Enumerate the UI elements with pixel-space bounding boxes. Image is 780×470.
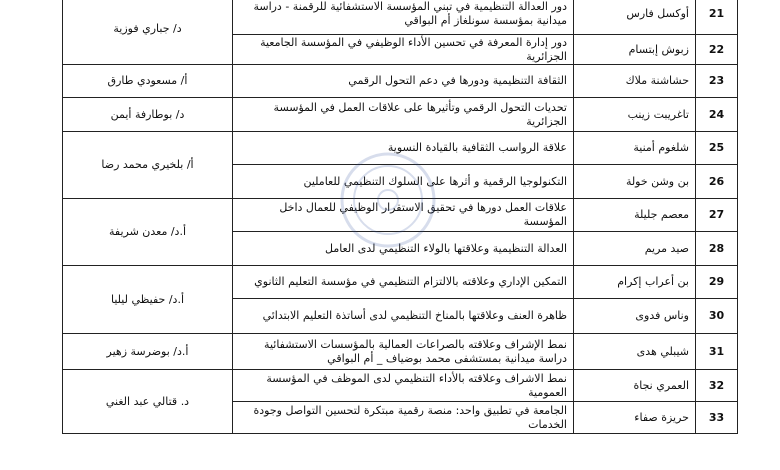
row-number: 23 xyxy=(696,65,738,98)
student-name: أوكسل فارس xyxy=(574,0,696,35)
table-row xyxy=(63,266,738,299)
table-row xyxy=(63,199,738,232)
row-number: 26 xyxy=(696,165,738,199)
row-number: 33 xyxy=(696,402,738,434)
thesis-title: التمكين الإداري وعلاقته بالالتزام التنظيمي في مؤسسة التعليم الثانوي xyxy=(233,266,574,299)
thesis-title: ظاهرة العنف وعلاقتها بالمناخ التنظيمي لدى أساتذة التعليم الابتدائي xyxy=(233,299,574,334)
thesis-title: دور العدالة التنظيمية في تبني المؤسسة الاستشفائية للرقمنة - دراسة ميدانية بمؤسسة سونلغاز أم البواقي xyxy=(233,0,574,35)
thesis-title: علاقات العمل دورها في تحقيق الاستقرار الوظيفي للعمال داخل المؤسسة xyxy=(233,199,574,232)
student-name: زبوش إبتسام xyxy=(574,35,696,65)
supervisor-name: د/ جباري فوزية xyxy=(63,0,233,65)
row-number: 30 xyxy=(696,299,738,334)
row-number: 29 xyxy=(696,266,738,299)
student-name: شلغوم أمنية xyxy=(574,132,696,165)
thesis-title: نمط الإشراف وعلاقته بالصراعات العمالية بالمؤسسات الاستشفائية دراسة ميدانية بمستشفى محمد بوضياف _ أم البواقي xyxy=(233,334,574,370)
supervisor-name: أ/ بلخيري محمد رضا xyxy=(63,132,233,199)
table-row xyxy=(63,98,738,132)
thesis-title: دور إدارة المعرفة في تحسين الأداء الوظيفي في المؤسسة الجامعية الجزائرية xyxy=(233,35,574,65)
row-number: 22 xyxy=(696,35,738,65)
supervisor-name: د/ بوطارفة أيمن xyxy=(63,98,233,132)
student-name: شيبلي هدى xyxy=(574,334,696,370)
row-number: 32 xyxy=(696,370,738,402)
thesis-title: علاقة الرواسب الثقافية بالقيادة النسوية xyxy=(233,132,574,165)
table-row xyxy=(63,334,738,370)
table-row xyxy=(63,65,738,98)
student-name: بن أعراب إكرام xyxy=(574,266,696,299)
student-name: بن وشن خولة xyxy=(574,165,696,199)
table-row xyxy=(63,132,738,165)
row-number: 27 xyxy=(696,199,738,232)
table-row xyxy=(63,0,738,35)
student-name: وناس فدوى xyxy=(574,299,696,334)
supervisor-name: أ.د/ معدن شريفة xyxy=(63,199,233,266)
thesis-assignment-table xyxy=(62,0,738,434)
supervisor-name: د. قتالي عبد الغني xyxy=(63,370,233,434)
supervisor-name: أ.د/ حفيظي ليليا xyxy=(63,266,233,334)
row-number: 25 xyxy=(696,132,738,165)
thesis-title: تحديات التحول الرقمي وتأثيرها على علاقات العمل في المؤسسة الجزائرية xyxy=(233,98,574,132)
thesis-title: العدالة التنظيمية وعلاقتها بالولاء التنظيمي لدى العامل xyxy=(233,232,574,266)
thesis-title: الجامعة في تطبيق واحد: منصة رقمية مبتكرة لتحسين التواصل وجودة الخدمات xyxy=(233,402,574,434)
student-name: تاغريبت زينب xyxy=(574,98,696,132)
supervisor-name: أ/ مسعودي طارق xyxy=(63,65,233,98)
row-number: 24 xyxy=(696,98,738,132)
row-number: 28 xyxy=(696,232,738,266)
student-name: معصم جليلة xyxy=(574,199,696,232)
thesis-title: الثقافة التنظيمية ودورها في دعم التحول الرقمي xyxy=(233,65,574,98)
student-name: حشاشنة ملاك xyxy=(574,65,696,98)
student-name: العمري نجاة xyxy=(574,370,696,402)
row-number: 21 xyxy=(696,0,738,35)
supervisor-name: أ.د/ بوضرسة زهير xyxy=(63,334,233,370)
table-row xyxy=(63,370,738,402)
student-name: حريزة صفاء xyxy=(574,402,696,434)
student-name: صيد مريم xyxy=(574,232,696,266)
thesis-title: نمط الاشراف وعلاقته بالأداء التنظيمي لدى الموظف في المؤسسة العمومية xyxy=(233,370,574,402)
row-number: 31 xyxy=(696,334,738,370)
thesis-title: التكنولوجيا الرقمية و أثرها على السلوك التنظيمي للعاملين xyxy=(233,165,574,199)
